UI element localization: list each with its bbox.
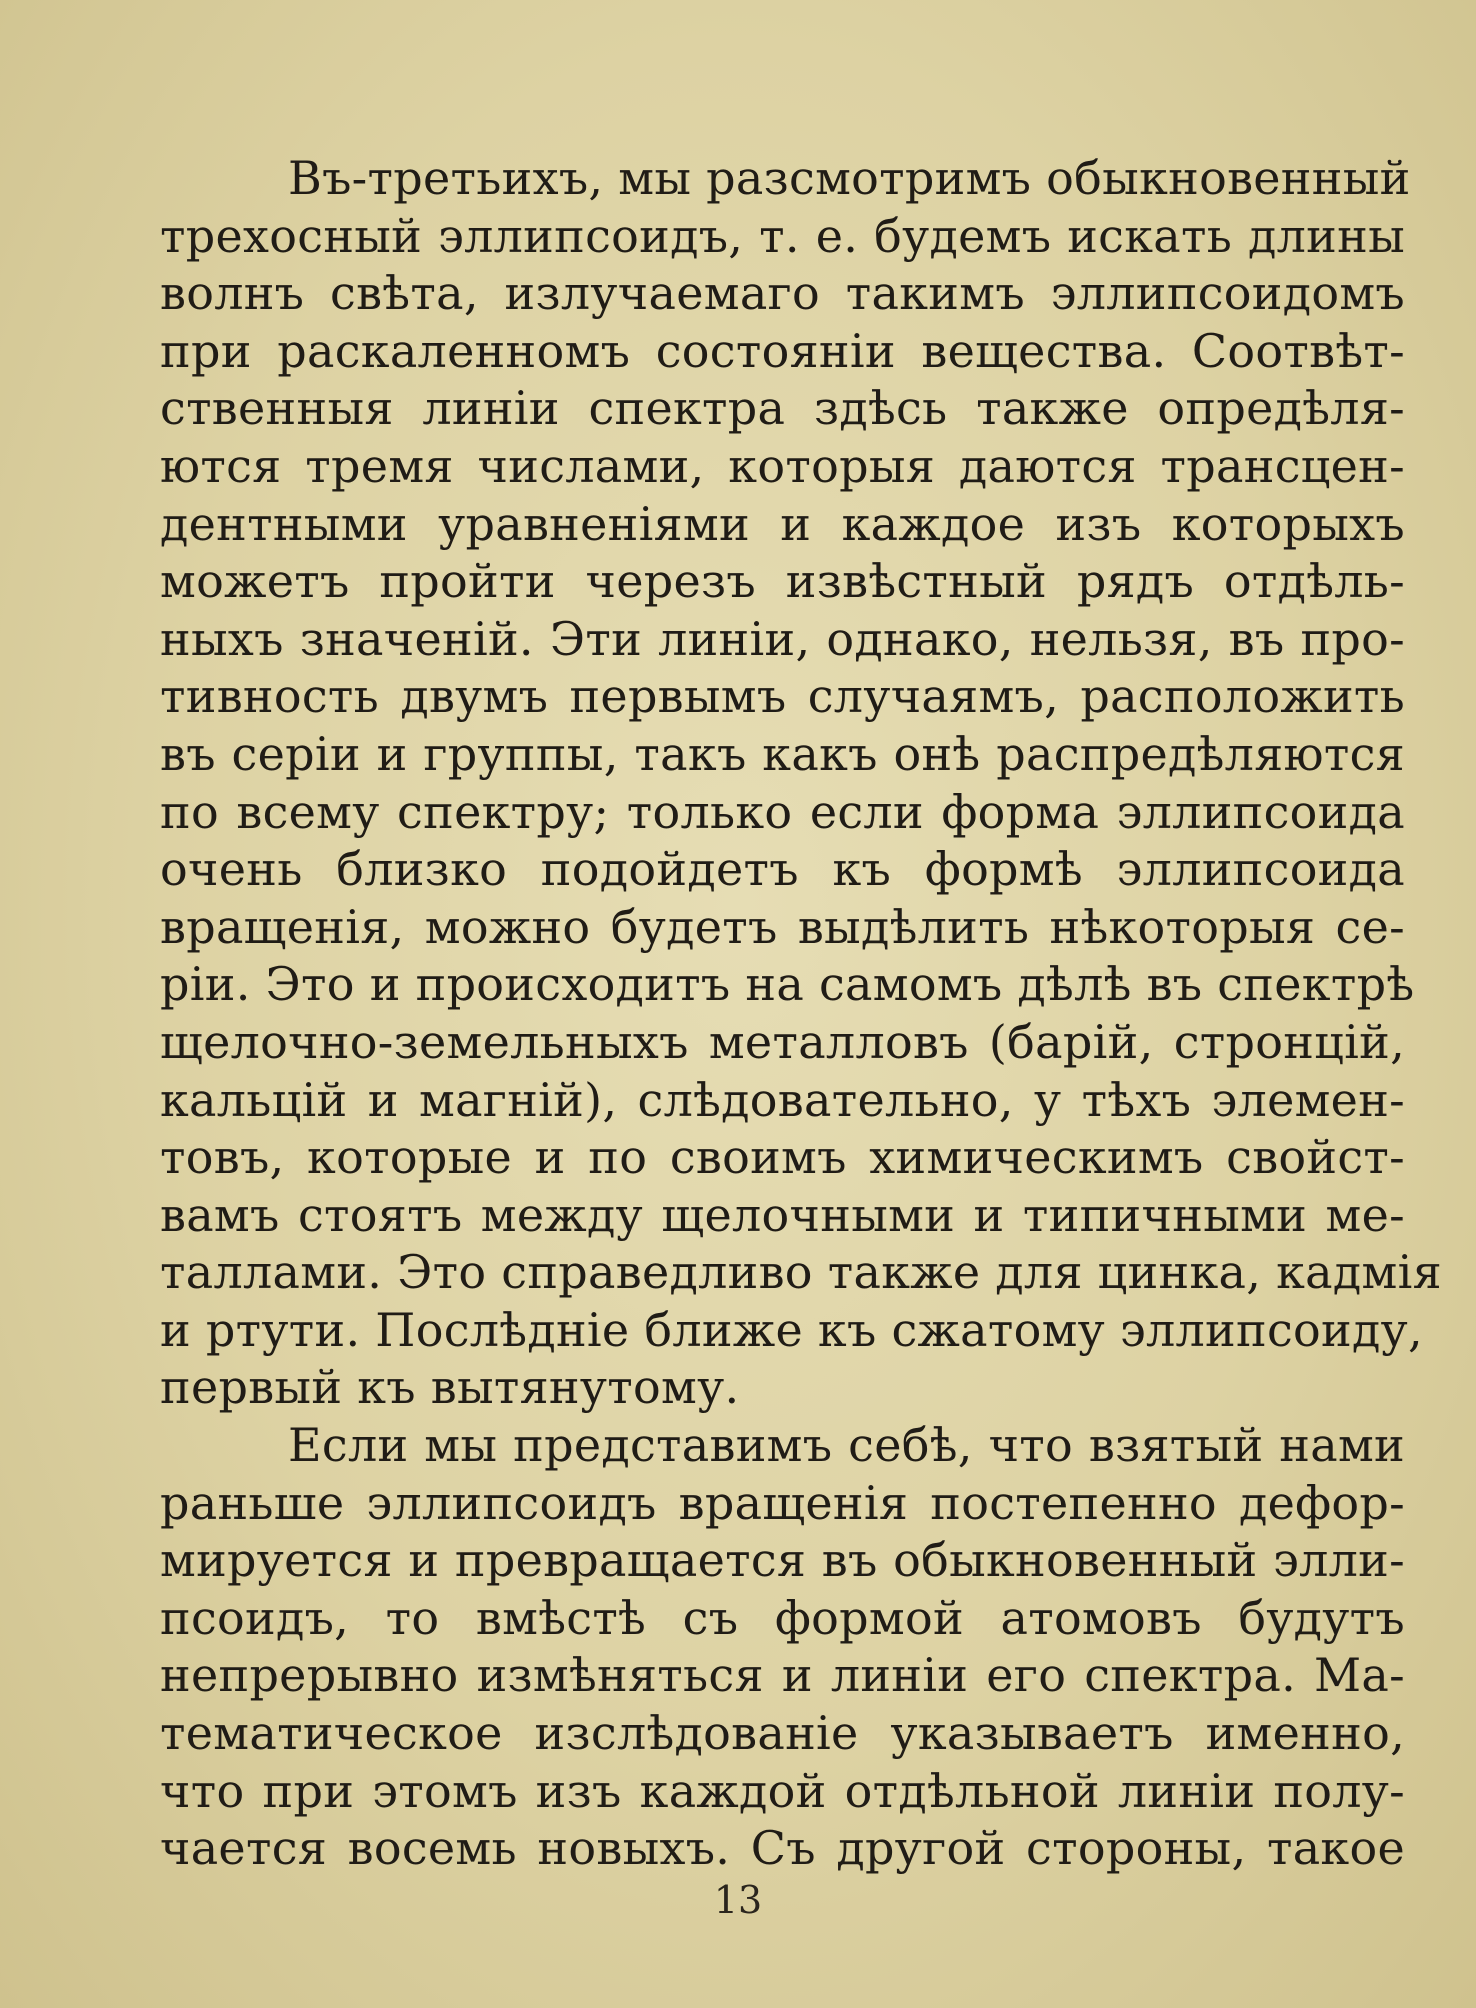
text-line: по всему спектру; только если форма эллипсоида xyxy=(160,784,1405,839)
text-line: тивность двумъ первымъ случаямъ, расположить xyxy=(160,669,1405,724)
text-line: можетъ пройти черезъ извѣстный рядъ отдѣль- xyxy=(160,554,1405,609)
text-line: мируется и превращается въ обыкновенный элли- xyxy=(160,1533,1405,1588)
text-line: раньше эллипсоидъ вращенія постепенно дефор- xyxy=(160,1475,1405,1530)
text-line: Если мы представимъ себѣ, что взятый нами xyxy=(288,1418,1405,1473)
text-line: ныхъ значеній. Эти линіи, однако, нельзя, въ про- xyxy=(160,611,1405,666)
text-line: таллами. Это справедливо также для цинка, кадмія xyxy=(160,1245,1442,1300)
text-line: ріи. Это и происходитъ на самомъ дѣлѣ въ спектрѣ xyxy=(160,957,1415,1012)
text-line: трехосный эллипсоидъ, т. е. будемъ искать длины xyxy=(160,208,1405,263)
text-line: Въ-третьихъ, мы разсмотримъ обыкновенный xyxy=(288,151,1411,205)
text-line: что при этомъ изъ каждой отдѣльной линіи полу- xyxy=(160,1763,1405,1818)
text-line: ются тремя числами, которыя даются трансцен- xyxy=(160,438,1405,493)
text-line: вамъ стоятъ между щелочными и типичными ме- xyxy=(160,1187,1405,1242)
text-line: ственныя линіи спектра здѣсь также опредѣля- xyxy=(160,381,1405,436)
text-line: вращенія, можно будетъ выдѣлить нѣкоторыя се- xyxy=(160,899,1405,954)
text-line: при раскаленномъ состояніи вещества. Соотвѣт- xyxy=(160,323,1405,378)
text-line: кальцій и магній), слѣдовательно, у тѣхъ элемен- xyxy=(160,1072,1405,1127)
text-line: чается восемь новыхъ. Съ другой стороны, такое xyxy=(160,1821,1405,1876)
text-line: первый къ вытянутому. xyxy=(160,1360,740,1415)
text-line: псоидъ, то вмѣстѣ съ формой атомовъ будутъ xyxy=(160,1590,1405,1645)
text-line: волнъ свѣта, излучаемаго такимъ эллипсоидомъ xyxy=(160,266,1405,321)
text-line: щелочно-земельныхъ металловъ (барій, стронцій, xyxy=(160,1014,1405,1069)
text-line: дентными уравненіями и каждое изъ которыхъ xyxy=(160,496,1405,551)
text-line: тематическое изслѣдованіе указываетъ именно, xyxy=(160,1706,1405,1761)
text-line: непрерывно измѣняться и линіи его спектра. Ма- xyxy=(160,1648,1405,1703)
text-line: товъ, которые и по своимъ химическимъ свойст- xyxy=(160,1130,1405,1185)
text-line: и ртути. Послѣдніе ближе къ сжатому эллипсоиду, xyxy=(160,1302,1423,1357)
text-line: въ серіи и группы, такъ какъ онѣ распредѣляются xyxy=(160,726,1405,781)
page-number: 13 xyxy=(713,1878,763,1922)
text-line: очень близко подойдетъ къ формѣ эллипсоида xyxy=(160,842,1405,897)
body-text xyxy=(160,150,1442,1878)
